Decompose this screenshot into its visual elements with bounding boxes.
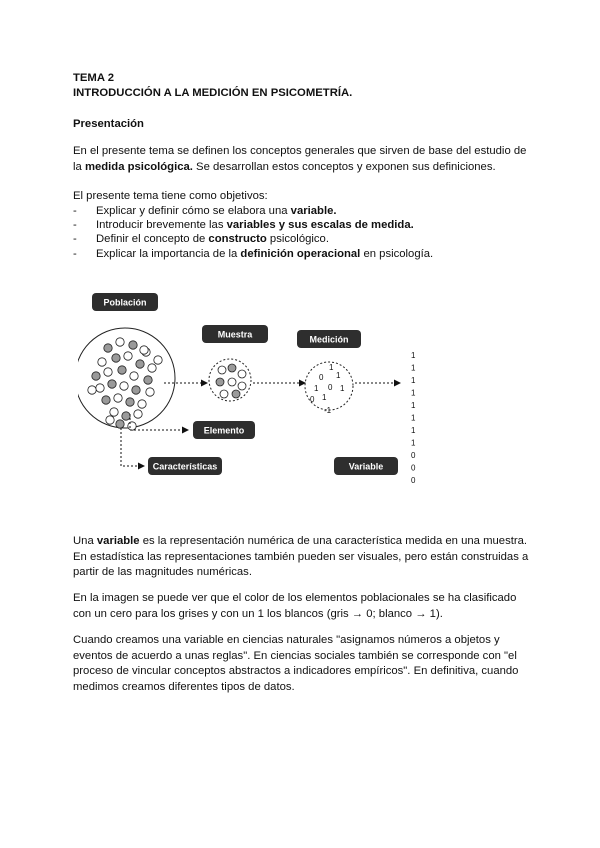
population-element [132, 386, 140, 394]
objective-item: - Definir el concepto de constructo psicológico. [73, 232, 533, 246]
objectives-intro: El presente tema tiene como objetivos: [73, 190, 268, 202]
elemento-label [193, 421, 255, 439]
intro-text-a: En el presente tema se definen los conceptos generales que sirven de base del estudio de la [73, 145, 527, 173]
population-element [154, 356, 162, 364]
tema-title: INTRODUCCIÓN A LA MEDICIÓN EN PSICOMETRÍA. [73, 87, 353, 99]
variable-value: 0 [411, 463, 416, 473]
population-element [136, 360, 144, 368]
svg-text:Variable: Variable [348, 461, 384, 472]
caracteristicas-label [148, 457, 222, 475]
population-element [120, 382, 128, 390]
variable-label [334, 457, 398, 475]
sample-dots [216, 364, 246, 398]
population-element [104, 368, 112, 376]
population-element [138, 400, 146, 408]
population-element [106, 416, 114, 424]
measurement-value: 1 [329, 363, 334, 372]
objective-item: - Explicar la importancia de la definición operacional en psicología. [73, 247, 533, 261]
measurement-value: 0 [310, 395, 315, 404]
image-explanation-paragraph: En la imagen se puede ver que el color de los elementos poblacionales se ha clasificado con un cero para los grises y con un 1 los blancos (gris → 0; blanco → 1). [73, 592, 517, 620]
svg-text:Población: Población [103, 297, 147, 308]
measurement-value: 1 [322, 393, 327, 402]
objectives-list [73, 204, 533, 261]
population-element [140, 346, 148, 354]
population-element [126, 398, 134, 406]
variable-value: 1 [411, 438, 416, 448]
measurement-value: 0 [319, 373, 324, 382]
variable-creation-paragraph: Cuando creamos una variable en ciencias naturales "asignamos números a objetos y eventos de acuerdo a unas reglas". En ciencias sociales también se corresponde con "el proceso de vincular conceptos abstractos a indicadores empíricos". En definitiva, cuando medimos creamos diferentes tipos de datos. [73, 634, 519, 693]
population-element [112, 354, 120, 362]
population-element [108, 380, 116, 388]
variable-value: 1 [411, 426, 416, 435]
measurement-values [310, 363, 345, 415]
objectives-list-wrap [73, 204, 533, 261]
sample-element [220, 390, 228, 398]
variable-term: variable [96, 535, 140, 547]
sample-element [238, 382, 246, 390]
sample-element [228, 364, 236, 372]
population-element [124, 352, 132, 360]
sample-element [238, 370, 246, 378]
population-element [134, 410, 142, 418]
svg-text:Características: Características [152, 461, 218, 472]
svg-text:Elemento: Elemento [203, 425, 245, 436]
population-element [116, 338, 124, 346]
objective-item: - Explicar y definir cómo se elabora una variable. [73, 204, 533, 218]
variable-value: 1 [411, 388, 416, 398]
population-element [92, 372, 100, 380]
population-element [110, 408, 118, 416]
population-element [102, 396, 110, 404]
sample-element [216, 378, 224, 386]
measurement-value: 1 [336, 371, 341, 380]
medicion-label [297, 330, 361, 348]
tema-number: TEMA 2 [73, 72, 115, 84]
population-element [114, 394, 122, 402]
population-element [146, 388, 154, 396]
population-element [104, 344, 112, 352]
measurement-value: -1 [324, 406, 332, 415]
variable-value: 1 [411, 376, 416, 385]
muestra-label [202, 325, 268, 343]
population-dots [88, 338, 162, 430]
population-element [144, 376, 152, 384]
variable-value: 0 [411, 451, 416, 460]
sample-element [218, 366, 226, 374]
population-element [130, 372, 138, 380]
svg-text:Medición: Medición [309, 334, 349, 345]
poblacion-label [92, 293, 158, 311]
section-heading: Presentación [73, 118, 144, 130]
measurement-diagram [78, 290, 438, 485]
variable-value: 1 [411, 401, 416, 410]
objective-item: - Introducir brevemente las variables y sus escalas de medida. [73, 218, 533, 232]
population-element [116, 420, 124, 428]
population-element [88, 386, 96, 394]
svg-text:Muestra: Muestra [217, 329, 253, 340]
population-element [122, 412, 130, 420]
population-element [118, 366, 126, 374]
measurement-value: 0 [328, 383, 333, 392]
variable-value: 1 [411, 413, 416, 423]
intro-paragraph [73, 144, 533, 175]
measurement-value: 1 [340, 384, 345, 393]
population-element [128, 422, 136, 430]
variable-value: 1 [411, 363, 416, 373]
population-element [129, 341, 137, 349]
variable-values [411, 351, 416, 485]
population-element [96, 384, 104, 392]
sample-element [232, 390, 240, 398]
sample-element [228, 378, 236, 386]
caracteristicas-connector [121, 428, 144, 466]
variable-value: 0 [411, 476, 416, 485]
variable-value: 1 [411, 351, 416, 360]
intro-text-bold: medida psicológica. [84, 160, 193, 173]
variable-definition-paragraph: Una variable es la representación numérica de una característica medida en una muestra. En estadística las representaciones también pueden ser visuales, pero están construidas a partir de las magnitudes numéricas. [73, 535, 529, 578]
measurement-value: 1 [314, 384, 319, 393]
population-element [98, 358, 106, 366]
population-element [148, 364, 156, 372]
intro-text-b: Se desarrollan estos conceptos y exponen sus definiciones. [192, 160, 496, 173]
